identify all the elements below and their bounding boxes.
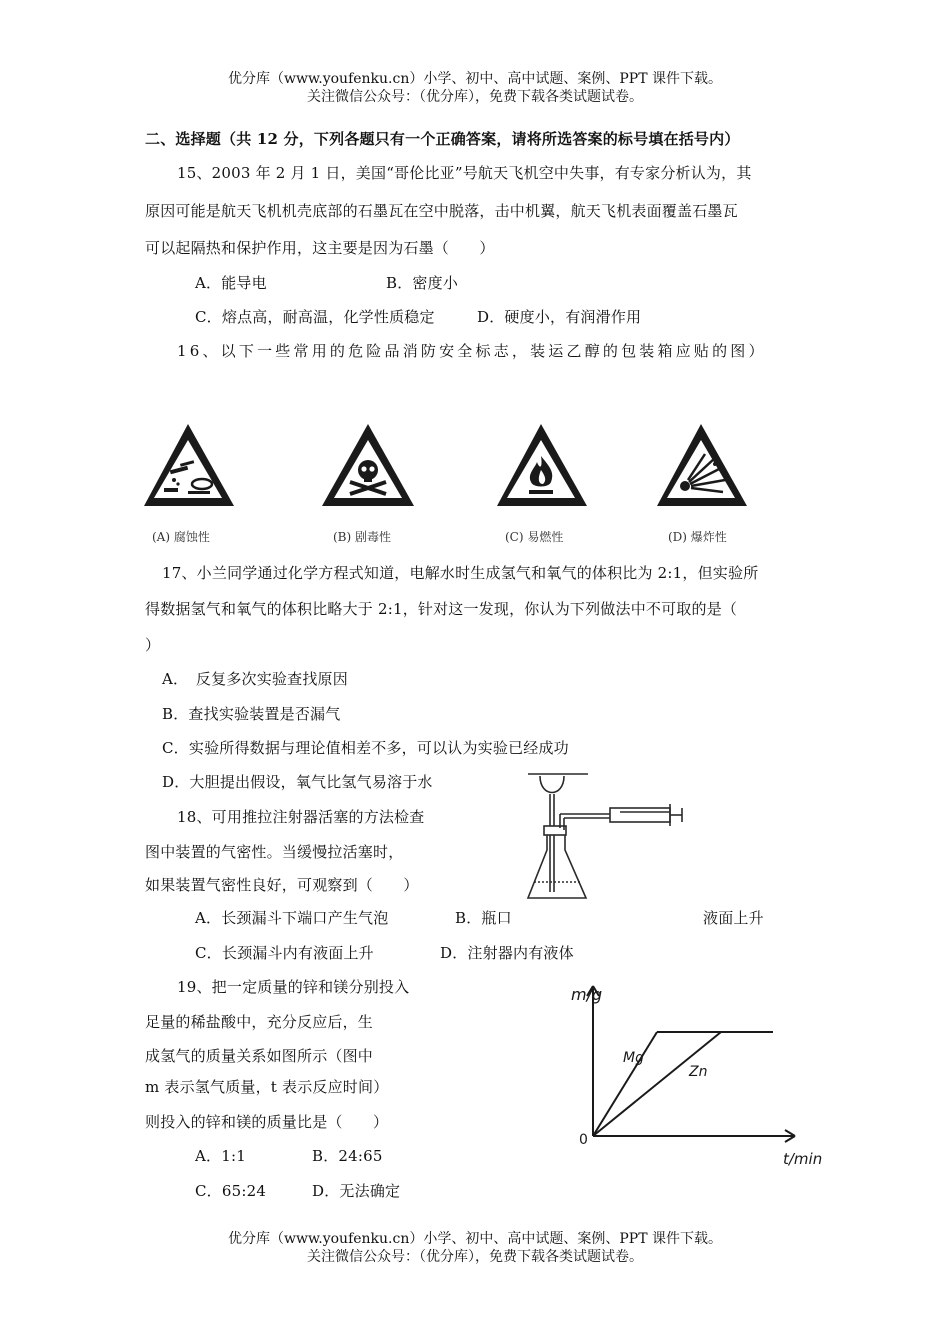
explosive-sign bbox=[655, 418, 755, 510]
q19-option-a: A．1:1 bbox=[195, 1147, 246, 1165]
graph-zn-label: Zn bbox=[689, 1064, 708, 1080]
q17-option-b: B．查找实验装置是否漏气 bbox=[162, 705, 341, 723]
q16-line-1: 16、以下一些常用的危险品消防安全标志，装运乙醇的包装箱应贴的图） bbox=[177, 342, 767, 360]
hydrogen-mass-graph bbox=[565, 978, 835, 1168]
q15-option-a: A．能导电 bbox=[195, 274, 267, 292]
q19-option-c: C．65:24 bbox=[195, 1182, 267, 1200]
q19-option-b: B．24:65 bbox=[312, 1147, 383, 1165]
q15-line-3: 可以起隔热和保护作用，这主要是因为石墨（ ） bbox=[145, 239, 495, 257]
graph-mg-label: Mg bbox=[623, 1050, 644, 1066]
graph-origin-label: 0 bbox=[579, 1132, 588, 1148]
header-line-1: 优分库（www.youfenku.cn）小学、初中、高中试题、案例、PPT 课件下载。 bbox=[227, 71, 722, 87]
flammable-sign bbox=[493, 418, 593, 510]
q17-line-1: 17、小兰同学通过化学方程式知道，电解水时生成氢气和氧气的体积比为 2:1，但实验所 bbox=[162, 564, 759, 582]
q18-line-1: 18、可用推拉注射器活塞的方法检查 bbox=[177, 808, 425, 826]
footer-line-2: 关注微信公众号：（优分库），免费下载各类试题试卷。 bbox=[307, 1249, 643, 1265]
q18-line-2: 图中装置的气密性。当缓慢拉活塞时， bbox=[145, 843, 404, 861]
q18-option-b-cont: 液面上升 bbox=[703, 909, 764, 927]
corrosive-sign bbox=[140, 418, 240, 510]
q18-option-c: C．长颈漏斗内有液面上升 bbox=[195, 944, 374, 962]
q19-line-4: m 表示氢气质量，t 表示反应时间） bbox=[145, 1078, 389, 1096]
q17-line-2: 得数据氢气和氧气的体积比略大于 2:1，针对这一发现，你认为下列做法中不可取的是（ bbox=[145, 600, 738, 618]
q19-line-5: 则投入的锌和镁的质量比是（ ） bbox=[145, 1113, 389, 1131]
q19-line-1: 19、把一定质量的锌和镁分别投入 bbox=[177, 978, 410, 996]
footer-line-1: 优分库（www.youfenku.cn）小学、初中、高中试题、案例、PPT 课件下载。 bbox=[227, 1231, 722, 1247]
header-line-2: 关注微信公众号：（优分库），免费下载各类试题试卷。 bbox=[307, 89, 643, 105]
q18-option-d: D．注射器内有液体 bbox=[440, 944, 574, 962]
q15-option-c: C．熔点高，耐高温，化学性质稳定 bbox=[195, 308, 435, 326]
q19-option-d: D．无法确定 bbox=[312, 1182, 401, 1200]
graph-y-label: m/g bbox=[571, 985, 603, 1004]
q17-option-d: D．大胆提出假设，氧气比氢气易溶于水 bbox=[162, 773, 433, 791]
toxic-sign bbox=[318, 418, 418, 510]
q15-option-d: D．硬度小，有润滑作用 bbox=[477, 308, 642, 326]
q17-line-3: ） bbox=[145, 636, 161, 654]
q15-line-2: 原因可能是航天飞机机壳底部的石墨瓦在空中脱落，击中机翼，航天飞机表面覆盖石墨瓦 bbox=[145, 202, 738, 220]
q18-option-a: A．长颈漏斗下端口产生气泡 bbox=[195, 909, 389, 927]
q15-line-1: 15、2003 年 2 月 1 日，美国“哥伦比亚”号航天飞机空中失事，有专家分析认为，其 bbox=[177, 164, 752, 182]
q17-option-a: A． 反复多次实验查找原因 bbox=[162, 670, 348, 688]
q17-option-c: C．实验所得数据与理论值相差不多，可以认为实验已经成功 bbox=[162, 739, 569, 757]
sign-label-b: (B) 剧毒性 bbox=[333, 530, 391, 544]
q19-line-2: 足量的稀盐酸中，充分反应后，生 bbox=[145, 1013, 374, 1031]
sign-label-a: (A) 腐蚀性 bbox=[152, 530, 210, 544]
q15-option-b: B．密度小 bbox=[386, 274, 459, 292]
apparatus-diagram bbox=[520, 768, 690, 913]
q18-line-3: 如果装置气密性良好，可观察到（ ） bbox=[145, 876, 419, 894]
section-title: 二、选择题（共 12 分，下列各题只有一个正确答案，请将所选答案的标号填在括号内） bbox=[145, 130, 740, 148]
sign-label-c: (C) 易燃性 bbox=[505, 530, 564, 544]
q19-line-3: 成氢气的质量关系如图所示（图中 bbox=[145, 1047, 374, 1065]
q18-option-b: B．瓶口 bbox=[455, 909, 512, 927]
sign-label-d: (D) 爆炸性 bbox=[668, 530, 727, 544]
graph-x-label: t/min bbox=[783, 1150, 823, 1168]
